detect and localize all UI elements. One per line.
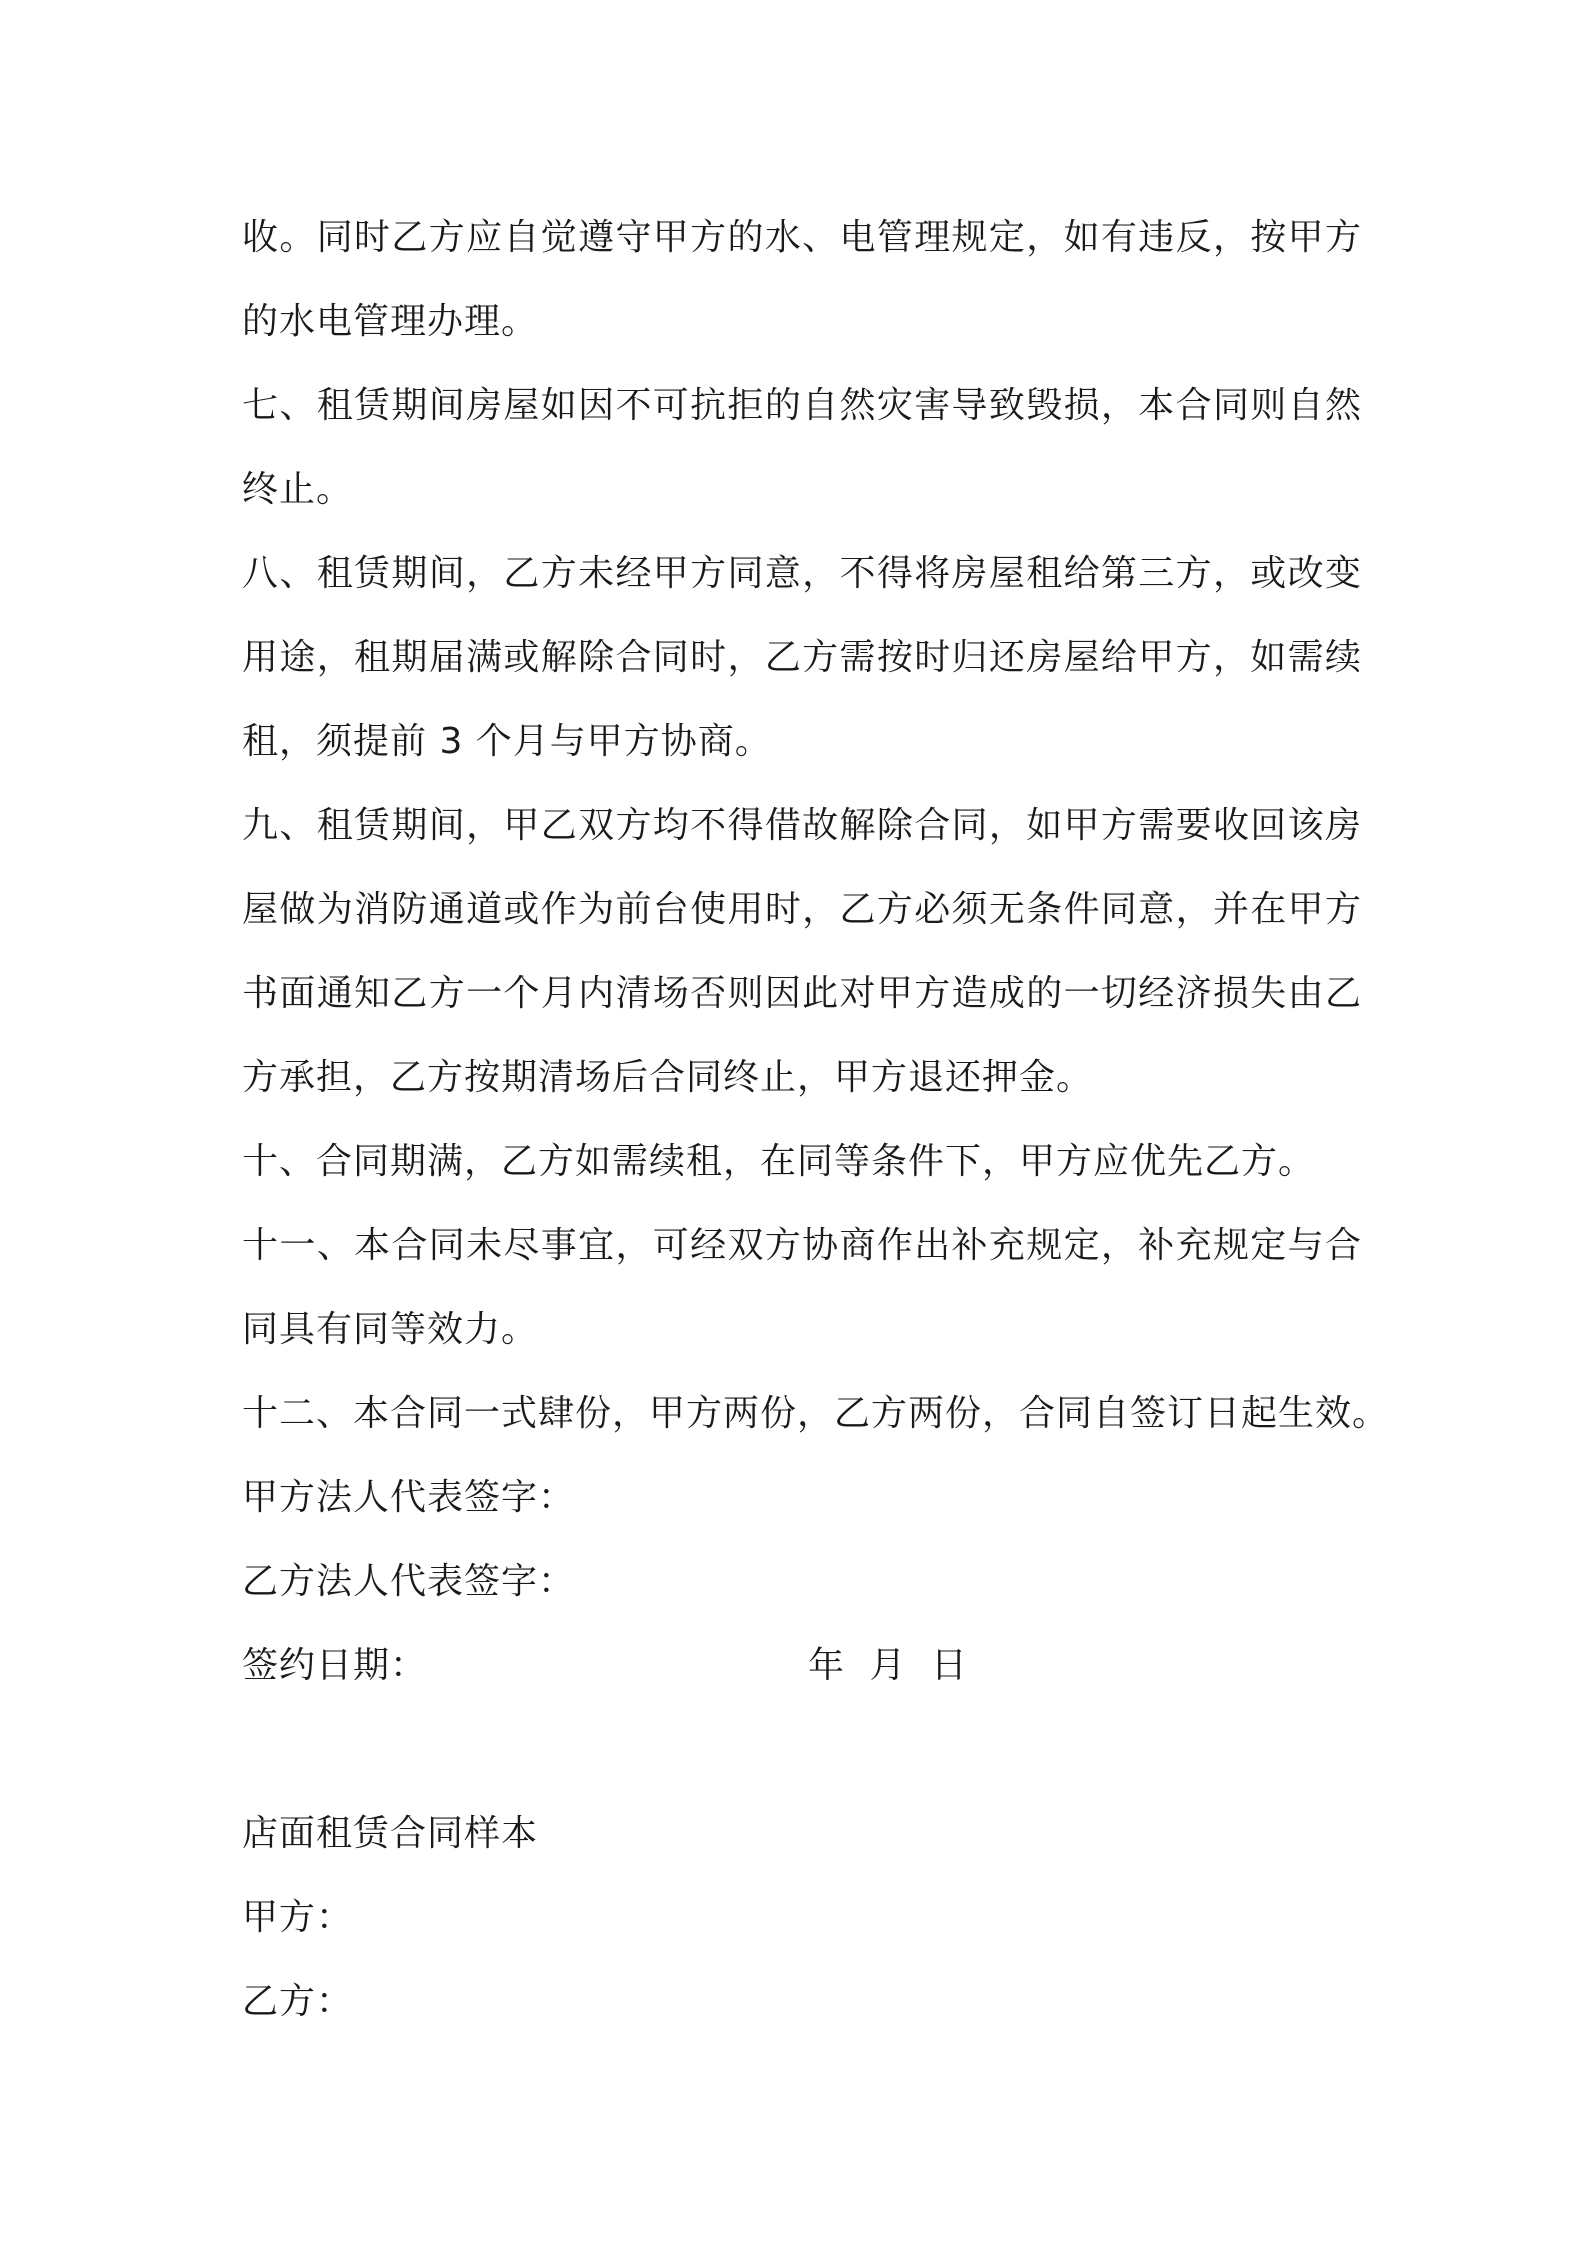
next-party-a-label: 甲方：	[242, 1897, 354, 1938]
clause-11: 十一、本合同未尽事宜，可经双方协商作出补充规定，补充规定与合同具有同等效力。	[242, 1225, 1362, 1350]
next-party-b-label: 乙方：	[242, 1981, 354, 2022]
next-contract-title: 店面租赁合同样本	[242, 1813, 539, 1854]
signing-date-label: 签约日期：	[242, 1645, 428, 1686]
party-b-signature-label: 乙方法人代表签字：	[242, 1561, 576, 1602]
signing-date-value: 年 月 日	[808, 1645, 968, 1686]
signing-date-line	[242, 1624, 1362, 1708]
party-a-signature-label: 甲方法人代表签字：	[242, 1477, 576, 1518]
clause-water-electric-continued: 收。同时乙方应自觉遵守甲方的水、电管理规定，如有违反，按甲方的水电管理办理。	[242, 217, 1362, 342]
section-gap	[242, 1708, 1362, 1792]
clause-8: 八、租赁期间，乙方未经甲方同意，不得将房屋租给第三方，或改变用途，租期届满或解除合同时，乙方需按时归还房屋给甲方，如需续租，须提前 3 个月与甲方协商。	[242, 553, 1362, 762]
clause-12: 十二、本合同一式肆份，甲方两份，乙方两份，合同自签订日起生效。	[242, 1393, 1390, 1434]
clause-9: 九、租赁期间，甲乙双方均不得借故解除合同，如甲方需要收回该房屋做为消防通道或作为前台使用时，乙方必须无条件同意，并在甲方书面通知乙方一个月内清场否则因此对甲方造成的一切经济损失由乙方承担，乙方按期清场后合同终止，甲方退还押金。	[242, 805, 1362, 1098]
document-body	[242, 196, 1390, 2044]
clause-7: 七、租赁期间房屋如因不可抗拒的自然灾害导致毁损，本合同则自然终止。	[242, 385, 1362, 510]
clause-10: 十、合同期满，乙方如需续租，在同等条件下，甲方应优先乙方。	[242, 1141, 1316, 1182]
